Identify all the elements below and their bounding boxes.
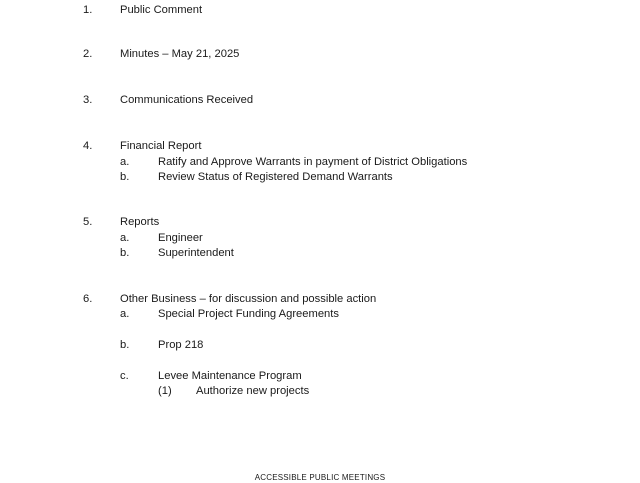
subitem-letter: b. bbox=[120, 247, 130, 259]
item-number: 5. bbox=[83, 216, 93, 228]
agenda-item-public-comment: Public Comment bbox=[120, 4, 203, 16]
agenda-item-communications: Communications Received bbox=[120, 94, 254, 106]
subsubitem-authorize-projects: Authorize new projects bbox=[196, 385, 310, 397]
item-number: 6. bbox=[83, 293, 93, 305]
agenda-item-minutes: Minutes – May 21, 2025 bbox=[120, 48, 240, 60]
subitem-superintendent: Superintendent bbox=[158, 247, 234, 259]
subsubitem-marker: (1) bbox=[158, 385, 172, 397]
subitem-registered-warrants: Review Status of Registered Demand Warrants bbox=[158, 171, 393, 183]
subitem-letter: a. bbox=[120, 308, 130, 320]
subitem-letter: a. bbox=[120, 156, 130, 168]
subitem-letter: c. bbox=[120, 370, 129, 382]
subitem-levee-maintenance: Levee Maintenance Program bbox=[158, 370, 302, 382]
subitem-letter: b. bbox=[120, 339, 130, 351]
subitem-ratify-warrants: Ratify and Approve Warrants in payment of District Obligations bbox=[158, 156, 468, 168]
accessible-meetings-heading: ACCESSIBLE PUBLIC MEETINGS bbox=[254, 473, 386, 482]
item-number: 2. bbox=[83, 48, 93, 60]
subitem-prop-218: Prop 218 bbox=[158, 339, 204, 351]
item-number: 3. bbox=[83, 94, 93, 106]
agenda-item-other-business: Other Business – for discussion and possible action bbox=[120, 293, 377, 305]
agenda-item-financial-report: Financial Report bbox=[120, 140, 202, 152]
subitem-funding-agreements: Special Project Funding Agreements bbox=[158, 308, 339, 320]
agenda-item-reports: Reports bbox=[120, 216, 160, 228]
subitem-engineer: Engineer bbox=[158, 232, 203, 244]
item-number: 1. bbox=[83, 4, 93, 16]
subitem-letter: b. bbox=[120, 171, 130, 183]
item-number: 4. bbox=[83, 140, 93, 152]
subitem-letter: a. bbox=[120, 232, 130, 244]
